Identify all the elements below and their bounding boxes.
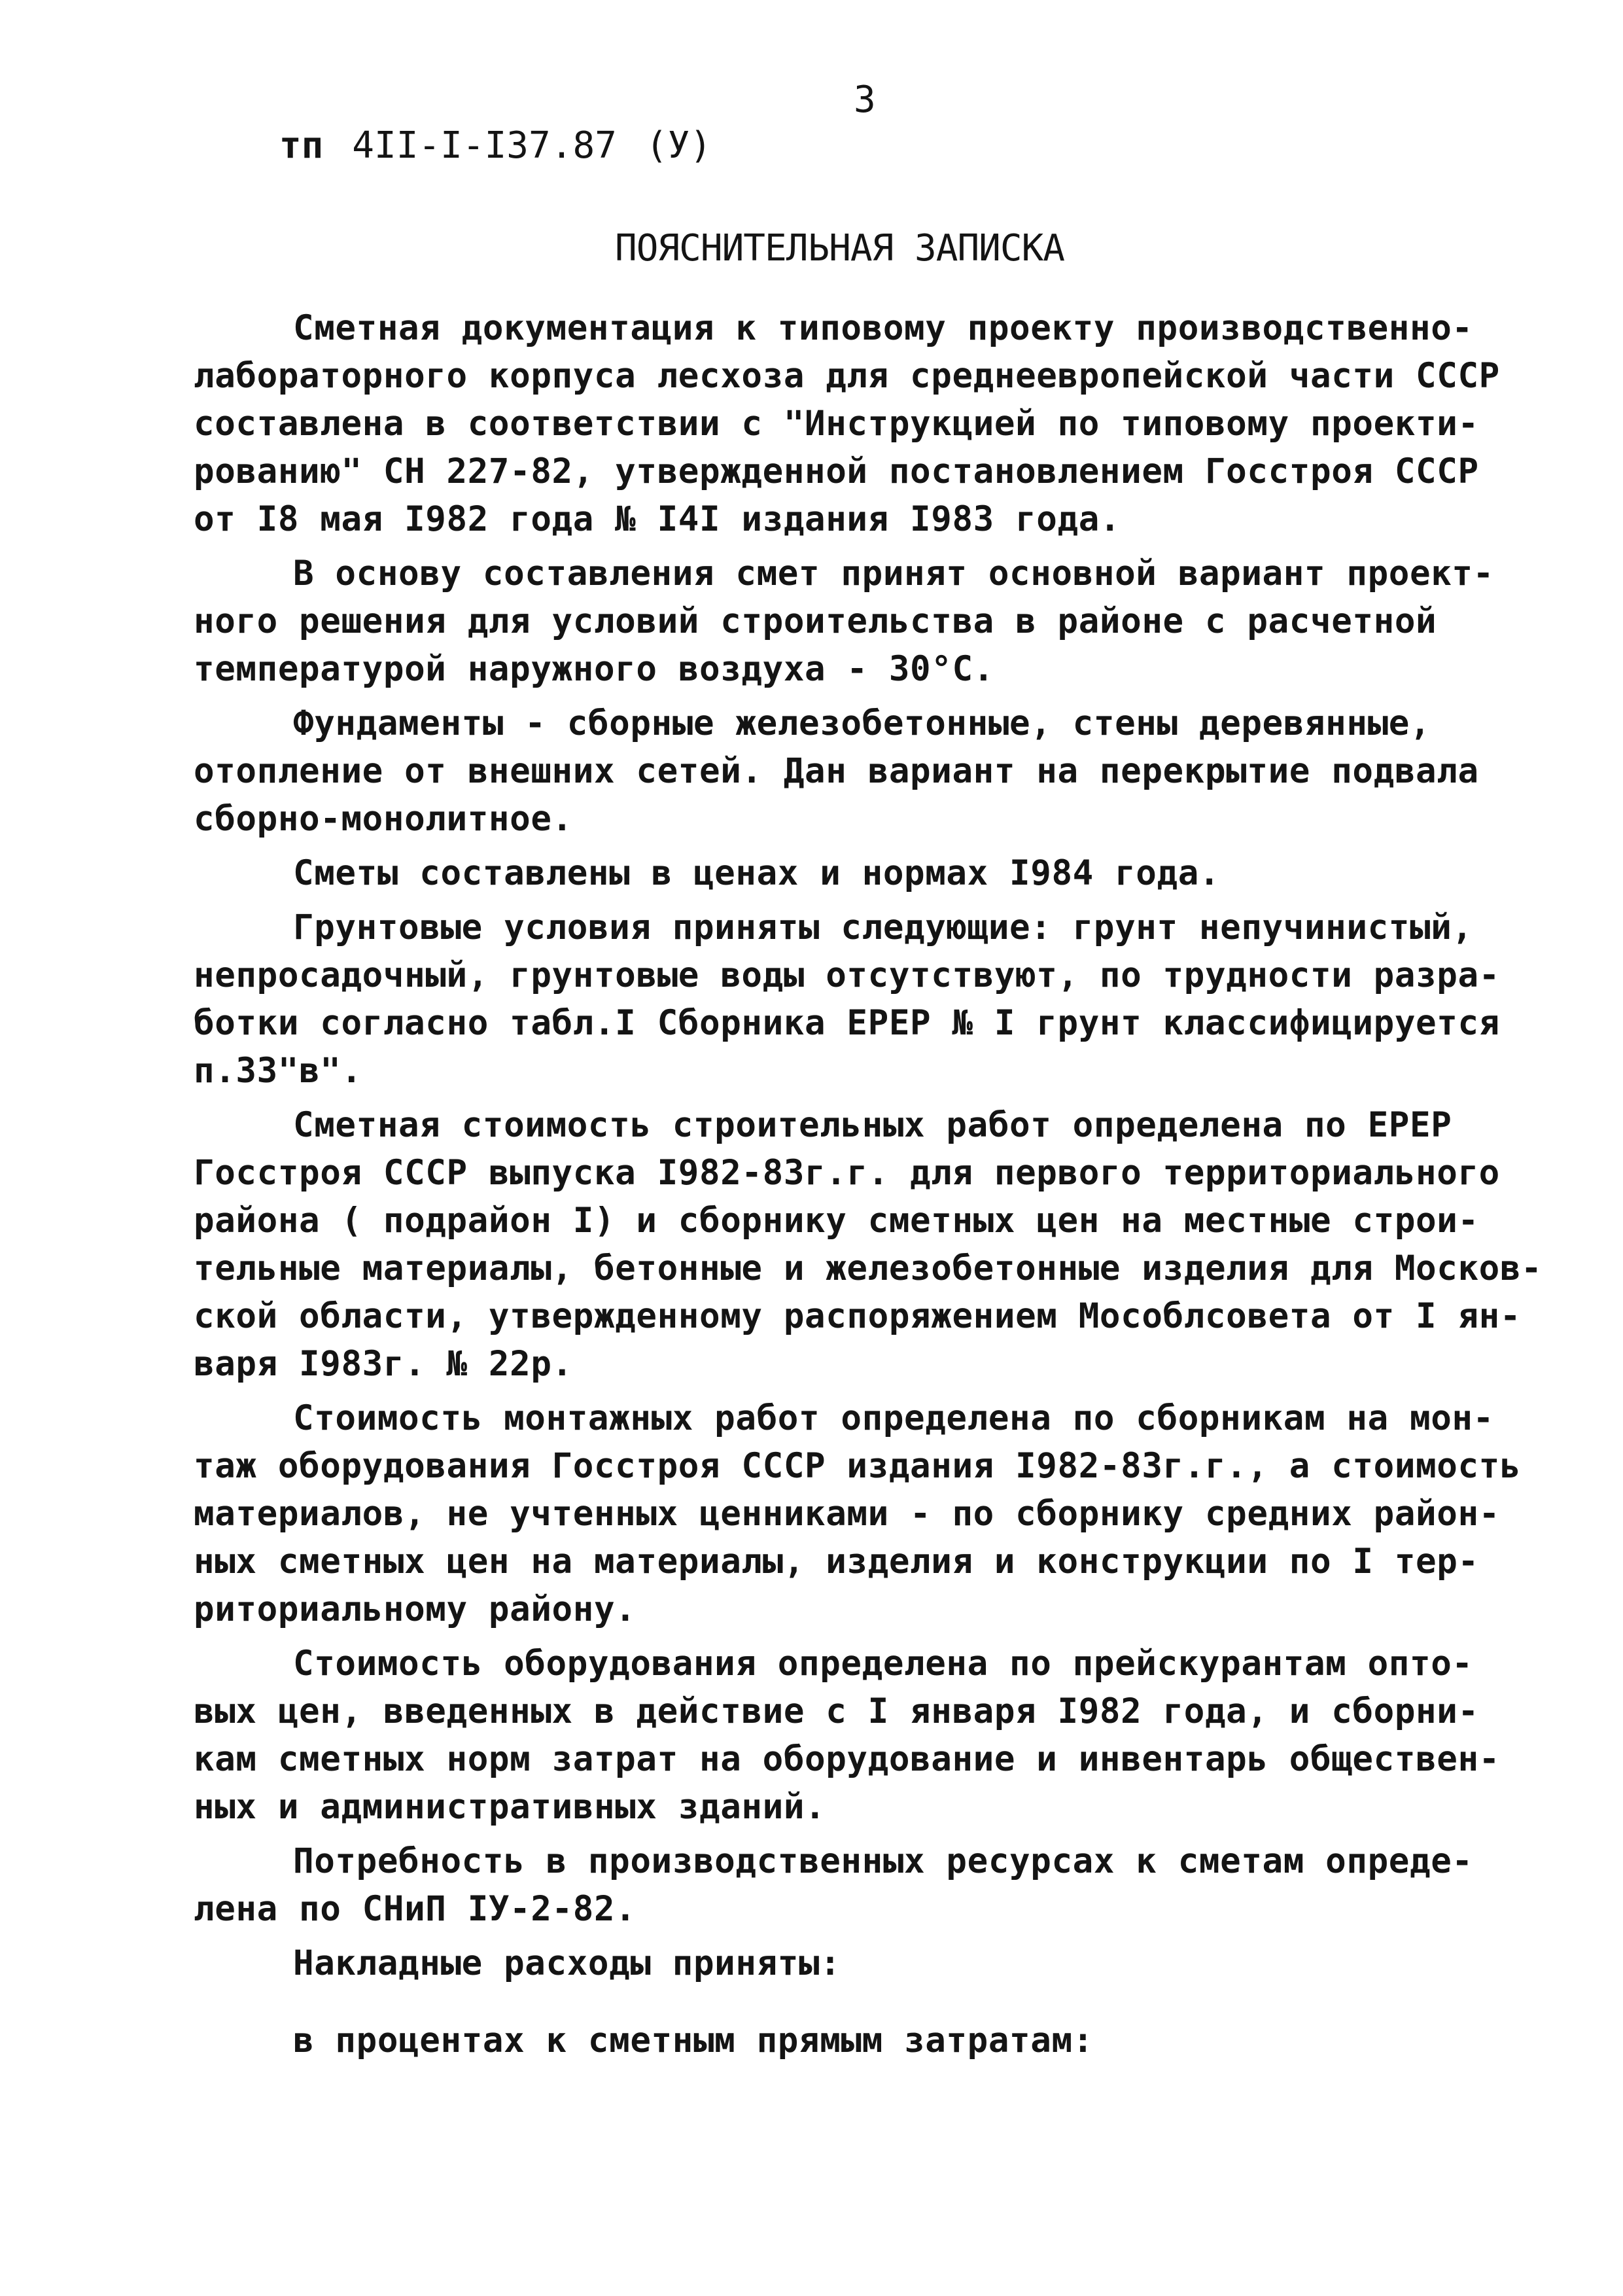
text-line: от I8 мая I982 года № I4I издания I983 года. xyxy=(194,499,1121,539)
text-line: Накладные расходы приняты: xyxy=(293,1943,841,1983)
text-line: сборно-монолитное. xyxy=(194,799,573,839)
text-line: тельные материалы, бетонные и железобетонные изделия для Москов- xyxy=(194,1248,1543,1288)
document-title: ПОЯСНИТЕЛЬНАЯ ЗАПИСКА xyxy=(615,227,1065,270)
text-line: варя I983г. № 22р. xyxy=(194,1344,573,1384)
text-line: лабораторного корпуса лесхоза для среднеевропейской части СССР xyxy=(194,356,1500,396)
text-line: в процентах к сметным прямым затратам: xyxy=(293,2021,1094,2060)
text-line: ской области, утвержденному распоряжением Мособлсовета от I ян- xyxy=(194,1296,1522,1336)
text-line: Сметная документация к типовому проекту производственно- xyxy=(293,308,1473,348)
document-number: 4II-I-I37.87 xyxy=(352,124,617,167)
text-line: кам сметных норм затрат на оборудование и инвентарь обществен- xyxy=(194,1739,1500,1779)
text-line: В основу составления смет принят основной вариант проект- xyxy=(293,554,1494,593)
text-line: п.33"в". xyxy=(194,1051,362,1091)
series-code: тп xyxy=(279,124,324,167)
page-header xyxy=(191,77,876,215)
text-line: материалов, не учтенных ценниками - по сборнику средних район- xyxy=(194,1494,1500,1534)
text-line: Фундаменты - сборные железобетонные, стены деревянные, xyxy=(293,703,1431,743)
text-line: отопление от внешних сетей. Дан вариант на перекрытие подвала xyxy=(194,751,1479,791)
text-line: Сметная стоимость строительных работ определена по ЕРЕР xyxy=(293,1105,1452,1145)
text-line: Грунтовые условия приняты следующие: грунт непучинистый, xyxy=(293,908,1473,947)
text-line: ных сметных цен на материалы, изделия и конструкции по I тер- xyxy=(194,1542,1479,1581)
text-line: ботки согласно табл.I Сборника ЕРЕР № I грунт классифицируется xyxy=(194,1003,1500,1043)
text-line: ных и административных зданий. xyxy=(194,1787,826,1827)
text-line: составлена в соответствии с "Инструкцией по типовому проекти- xyxy=(194,404,1479,444)
text-line: лена по СНиП IУ-2-82. xyxy=(194,1889,637,1929)
text-line: района ( подрайон I) и сборнику сметных цен на местные строи- xyxy=(194,1201,1479,1241)
variant-code: (У) xyxy=(645,124,712,167)
text-line: Госстроя СССР выпуска I982-83г.г. для первого территориального xyxy=(194,1153,1500,1193)
text-line: Сметы составлены в ценах и нормах I984 года. xyxy=(293,853,1221,893)
text-line: температурой наружного воздуха - 30°С. xyxy=(194,649,994,689)
text-line: ного решения для условий строительства в районе с расчетной xyxy=(194,601,1437,641)
text-line: Потребность в производственных ресурсах к сметам опреде- xyxy=(293,1841,1473,1881)
text-line: риториальному району. xyxy=(194,1589,637,1629)
text-line: Стоимость оборудования определена по прейскурантам опто- xyxy=(293,1644,1473,1684)
text-line: Стоимость монтажных работ определена по сборникам на мон- xyxy=(293,1398,1494,1438)
page-number: 3 xyxy=(854,79,876,121)
text-line: непросадочный, грунтовые воды отсутствуют, по трудности разра- xyxy=(194,955,1500,995)
text-line: рованию" СН 227-82, утвержденной постановлением Госстроя СССР xyxy=(194,451,1479,491)
text-line: таж оборудования Госстроя СССР издания I982-83г.г., а стоимость xyxy=(194,1446,1522,1486)
text-line: вых цен, введенных в действие с I января I982 года, и сборни- xyxy=(194,1691,1479,1731)
